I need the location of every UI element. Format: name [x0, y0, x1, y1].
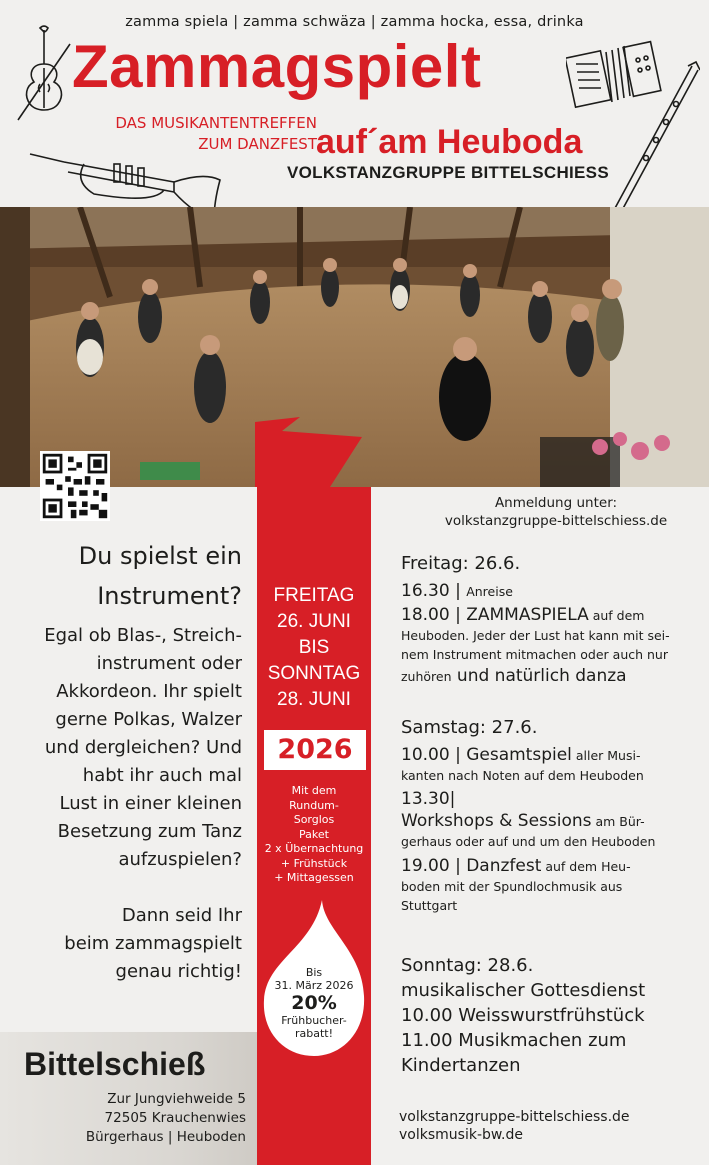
- row-time: 13.30|: [401, 789, 456, 809]
- intro-line: Egal ob Blas-, Streich-: [44, 625, 242, 646]
- subtitle-line-2: ZUM DANZFEST: [198, 135, 317, 153]
- row-detail: nem Instrument mitmachen oder auch nur: [401, 647, 668, 662]
- early-until: Bis: [305, 966, 323, 979]
- day-title: Freitag: 26.6.: [401, 553, 521, 574]
- intro-line: Akkordeon. Ihr spielt: [56, 681, 242, 702]
- registration-label: Anmeldung unter:: [494, 495, 618, 511]
- row-text: aller Musi-: [571, 748, 641, 763]
- early-label-2: rabatt!: [294, 1027, 334, 1040]
- subtitle-place: auf´am Heuboda: [316, 123, 583, 161]
- address-line: 72505 Krauchenwies: [104, 1110, 246, 1126]
- intro-line: Besetzung zum Tanz: [57, 821, 242, 842]
- subtitle-line-1: DAS MUSIKANTENTREFFEN: [115, 114, 317, 132]
- question-line-1: Du spielst ein: [78, 542, 242, 570]
- early-label-1: Frühbucher-: [281, 1014, 347, 1027]
- footer-links: [399, 1108, 630, 1144]
- package-line: + Frühstück: [280, 856, 348, 870]
- organizer: VOLKSTANZGRUPPE BITTELSCHIESS: [287, 163, 609, 182]
- row-detail: Stuttgart: [401, 898, 458, 913]
- early-date: 31. März 2026: [274, 979, 354, 992]
- row-text: auf dem: [588, 608, 645, 623]
- registration: [406, 494, 706, 530]
- row-detail-small: zuhören: [401, 669, 452, 684]
- intro-line: Lust in einer kleinen: [59, 793, 242, 814]
- address-line: Bürgerhaus | Heuboden: [85, 1129, 246, 1145]
- row-detail: Heuboden. Jeder der Lust hat kann mit sei-: [401, 628, 670, 643]
- row-detail-big: und natürlich danza: [451, 666, 627, 686]
- row-detail: gerhaus oder auf und um den Heuboden: [401, 834, 656, 849]
- violin-icon: [14, 24, 74, 128]
- intro-line: instrument oder: [96, 653, 242, 674]
- question-line-2: Instrument?: [97, 582, 242, 610]
- package-line: Mit dem: [291, 784, 337, 797]
- schedule-row: [401, 604, 701, 626]
- venue-address: [20, 1090, 246, 1147]
- closing-line: genau richtig!: [115, 961, 242, 982]
- ribbon-line-4: SONNTAG: [267, 663, 361, 684]
- package-line: + Mittagessen: [274, 871, 354, 884]
- ribbon-line-2: 26. JUNI: [277, 611, 351, 632]
- headline-question: [30, 536, 242, 616]
- ribbon-line-1: FREITAG: [273, 585, 355, 606]
- day-title: Samstag: 27.6.: [401, 717, 538, 738]
- row-detail: [401, 664, 701, 688]
- intro-text: [14, 622, 242, 874]
- intro-line: und dergleichen? Und: [44, 737, 242, 758]
- qr-code[interactable]: [40, 451, 110, 521]
- schedule-sunday: [401, 954, 701, 1078]
- package-line: Rundum-: [289, 798, 339, 812]
- row-time: 16.30 |: [401, 581, 467, 601]
- ribbon-dates: [257, 583, 371, 713]
- footer-url-2[interactable]: volksmusik-bw.de: [399, 1127, 523, 1143]
- row-detail: kanten nach Noten auf dem Heuboden: [401, 768, 644, 783]
- address-line: Zur Jungviehweide 5: [107, 1091, 246, 1107]
- intro-line: habt ihr auch mal: [82, 765, 242, 786]
- schedule-saturday: [401, 716, 701, 915]
- sunday-line: musikalischer Gottesdienst: [401, 980, 646, 1001]
- package-line: Sorglos: [293, 813, 335, 826]
- package-line: 2 x Übernachtung: [264, 842, 364, 855]
- tagline: zamma spiela | zamma schwäza | zamma hocka, essa, drinka: [125, 14, 584, 30]
- schedule-row: [401, 580, 701, 602]
- closing-text: [14, 902, 242, 986]
- early-bird-discount: [264, 966, 364, 1040]
- row-text: am Bür-: [591, 814, 645, 829]
- registration-url[interactable]: volkstanzgruppe-bittelschiess.de: [444, 513, 668, 529]
- row-time: 18.00 | ZAMMASPIELA: [401, 605, 589, 625]
- footer-url-1[interactable]: volkstanzgruppe-bittelschiess.de: [399, 1109, 630, 1125]
- closing-line: beim zammagspielt: [64, 933, 242, 954]
- ribbon-line-5: 28. JUNI: [277, 689, 351, 710]
- event-photo: [0, 207, 709, 487]
- sunday-line: 11.00 Musikmachen zum: [401, 1030, 627, 1051]
- ribbon-line-3: BIS: [298, 637, 330, 658]
- schedule-row: [401, 810, 701, 832]
- row-time: 19.00 | Danzfest: [401, 856, 542, 876]
- schedule-row: [401, 855, 701, 877]
- closing-line: Dann seid Ihr: [121, 905, 242, 926]
- event-year: 2026: [264, 730, 366, 770]
- row-time: 10.00 | Gesamtspiel: [401, 745, 572, 765]
- schedule-row: [401, 744, 701, 766]
- early-percent: 20%: [291, 992, 337, 1014]
- row-text: auf dem Heu-: [541, 859, 631, 874]
- intro-line: aufzuspielen?: [118, 849, 242, 870]
- intro-line: gerne Polkas, Walzer: [55, 709, 242, 730]
- poster-title: Zammagspielt: [72, 33, 482, 100]
- package-info: [257, 784, 371, 886]
- package-line: Paket: [299, 827, 329, 841]
- sunday-line: 10.00 Weisswurstfrühstück: [401, 1005, 645, 1026]
- row-text: Anreise: [466, 584, 513, 599]
- venue-name: Bittelschieß: [24, 1046, 206, 1082]
- row-detail: boden mit der Spundlochmusik aus: [401, 879, 623, 894]
- schedule-friday: [401, 552, 701, 688]
- day-title: Sonntag: 28.6.: [401, 955, 534, 976]
- sunday-line: Kindertanzen: [401, 1055, 521, 1076]
- row-text-big: Workshops & Sessions: [401, 811, 592, 831]
